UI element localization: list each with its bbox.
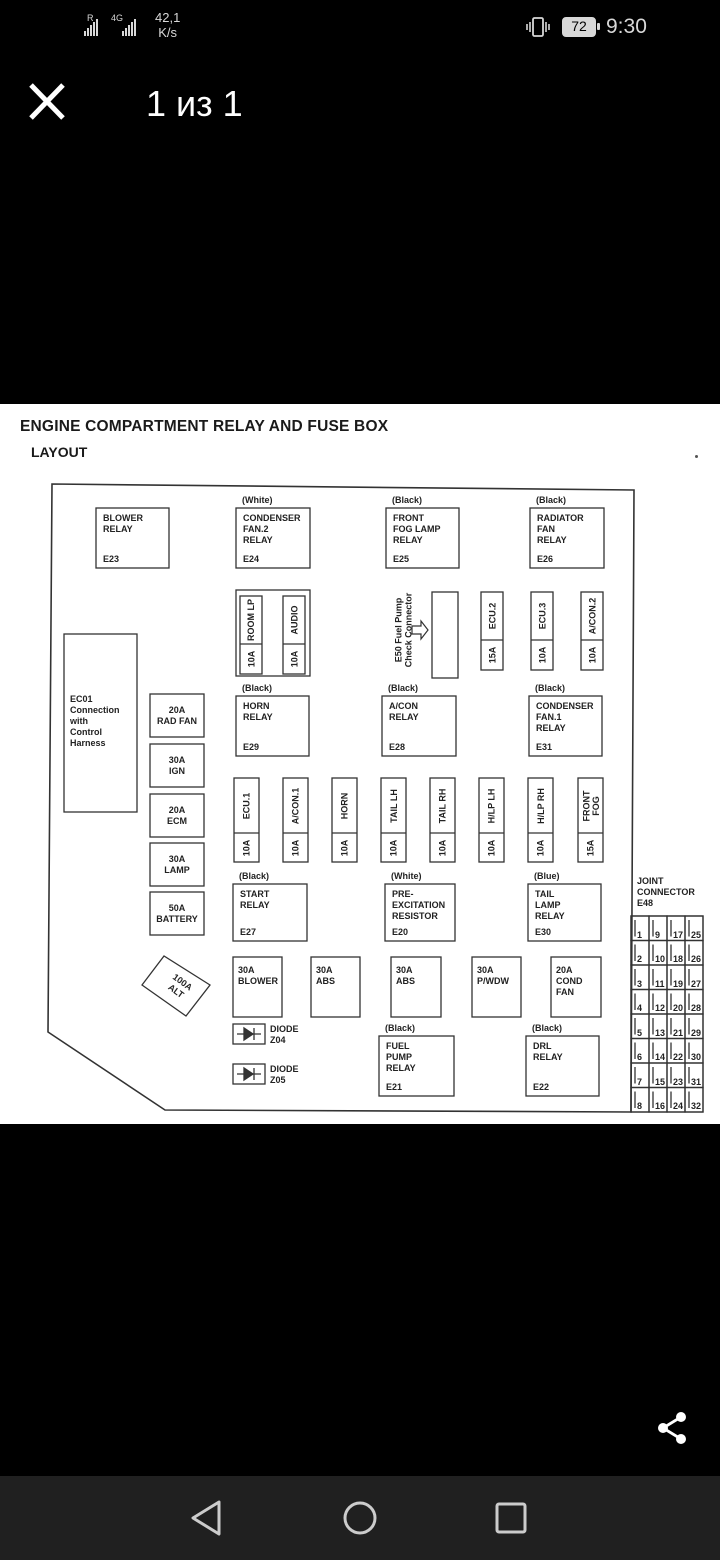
fuse-name: ROOM LP (246, 599, 256, 641)
diagram-subtitle: LAYOUT (31, 444, 88, 460)
relay-color-label: (Black) (392, 495, 423, 505)
relay-color-label: (White) (391, 871, 422, 881)
relay-code: E31 (536, 742, 553, 752)
fuse-name: HORN (339, 792, 350, 820)
fuse-name: ECU.2 (486, 602, 497, 630)
fuse-name: A/CON.2 (586, 597, 597, 635)
relay-label: BLOWER RELAY (103, 513, 143, 534)
sim1-signal-icon (84, 13, 98, 36)
back-triangle-icon[interactable] (161, 1476, 251, 1560)
fuel-pump-label: Check Connector (402, 592, 413, 668)
fuse-label: 30A ABS (396, 965, 416, 986)
share-icon[interactable] (654, 1410, 690, 1446)
fuse-label: 50A BATTERY (156, 903, 198, 924)
vibrate-icon (526, 17, 550, 37)
network-speed (155, 10, 180, 40)
joint-connector-label: JOINT CONNECTOR E48 (637, 876, 695, 908)
fuse-name: FOG (590, 796, 601, 816)
relay-code: E30 (535, 927, 552, 937)
joint-pin-number: 28 (691, 1003, 702, 1013)
arrow-icon (412, 621, 428, 639)
joint-pin-number: 17 (673, 929, 684, 940)
sim2-signal-icon (122, 16, 136, 36)
relay-code: E25 (393, 554, 410, 564)
fuse-box-diagram (0, 404, 720, 1124)
relay-color-label: (Black) (536, 495, 567, 505)
image-counter: 1 из 1 (146, 83, 243, 124)
relay-code: E28 (389, 742, 406, 752)
relay-code: E24 (243, 554, 260, 564)
joint-pin-number: 25 (691, 929, 702, 940)
relay-label: HORN RELAY (243, 701, 273, 722)
relay-color-label: (Black) (242, 683, 273, 693)
joint-pin-number: 23 (673, 1076, 684, 1087)
fuel-pump-label: E50 Fuel Pump (392, 597, 403, 663)
joint-pin-number: 16 (655, 1101, 666, 1111)
joint-pin-number: 19 (673, 978, 684, 989)
relay-code: E26 (537, 554, 554, 564)
relay-color-label: (Black) (532, 1023, 563, 1033)
relay-label: FUEL PUMP RELAY (386, 1041, 416, 1073)
relay-color-label: (Black) (385, 1023, 416, 1033)
relay-code: E21 (386, 1082, 403, 1092)
home-circle-icon[interactable] (315, 1476, 405, 1560)
fuse-name: TAIL LH (388, 789, 399, 823)
joint-pin-number: 8 (637, 1101, 643, 1111)
fuse-name: A/CON.1 (290, 787, 301, 825)
joint-pin-number: 14 (655, 1052, 666, 1062)
fuse-amp: 15A (486, 646, 497, 664)
fuel-pump-connector (432, 592, 458, 678)
joint-pin-number: 15 (655, 1076, 666, 1087)
speed-unit: K/s (158, 25, 178, 40)
fuse-name: FRONT (581, 790, 592, 822)
diode-label: DIODE Z04 (270, 1024, 299, 1045)
fuse-amp: 15A (585, 839, 596, 857)
joint-pin-number: 18 (673, 954, 684, 964)
sim1-label: R (87, 13, 94, 23)
alt-fuse-label: 100A ALT (166, 971, 195, 1001)
fuse-name: ECU.1 (241, 792, 252, 820)
relay-label: CONDENSER FAN.1 RELAY (536, 701, 594, 733)
fuse-name: AUDIO (289, 605, 299, 635)
fuse-amp: 10A (586, 646, 597, 664)
joint-pin-number: 3 (637, 978, 643, 989)
board-outline (0, 404, 720, 1124)
joint-pin-number: 12 (655, 1003, 666, 1013)
diagram-title: ENGINE COMPARTMENT RELAY AND FUSE BOX (20, 418, 389, 435)
close-icon[interactable] (22, 80, 72, 126)
fuse-label: 30A LAMP (164, 854, 190, 875)
joint-pin-number: 4 (637, 1003, 643, 1013)
fuse-amp: 10A (241, 839, 252, 857)
relay-color-label: (Blue) (534, 871, 560, 881)
battery-icon: 72 (562, 17, 596, 37)
relay-label: PRE- EXCITATION RESISTOR (392, 889, 446, 921)
relay-label: FRONT FOG LAMP RELAY (393, 513, 441, 545)
relay-color-label: (Black) (388, 683, 419, 693)
status-bar (0, 0, 720, 56)
diode-icon (244, 1028, 253, 1040)
fuse-label: 30A ABS (316, 965, 336, 986)
fuse-amp: 10A (245, 650, 256, 668)
joint-pin-number: 32 (691, 1101, 702, 1111)
fuse-label: 20A ECM (167, 805, 187, 826)
relay-color-label: (Black) (239, 871, 270, 881)
ec01-label: EC01 Connection with Control Harness (70, 694, 120, 748)
joint-pin-number: 11 (655, 978, 665, 989)
relay-label: START RELAY (240, 889, 270, 910)
joint-pin-number: 5 (637, 1027, 643, 1038)
joint-pin-number: 21 (673, 1027, 684, 1038)
diode-icon (244, 1068, 253, 1080)
fuse-amp: 10A (437, 839, 448, 857)
joint-pin-number: 1 (637, 929, 643, 940)
joint-pin-number: 29 (691, 1027, 702, 1038)
relay-code: E20 (392, 927, 409, 937)
fuse-amp: 10A (288, 650, 299, 668)
fuse-amp: 10A (536, 646, 547, 664)
navigation-bar (0, 1476, 720, 1560)
fuse-label: 30A IGN (168, 755, 186, 776)
relay-label: DRL RELAY (533, 1041, 563, 1062)
joint-pin-number: 7 (637, 1076, 643, 1087)
joint-pin-number: 9 (655, 929, 661, 940)
fuse-amp: 10A (486, 839, 497, 857)
joint-pin-number: 2 (637, 954, 643, 964)
relay-color-label: (White) (242, 495, 273, 505)
fuse-name: ECU.3 (536, 602, 547, 630)
joint-pin-number: 10 (655, 954, 666, 964)
clock: 9:30 (606, 15, 647, 38)
diode-label: DIODE Z05 (270, 1064, 299, 1085)
joint-pin-number: 6 (637, 1052, 643, 1062)
sim2-label: 4G (111, 13, 124, 23)
relay-code: E23 (103, 554, 120, 564)
fuse-label: 20A RAD FAN (157, 705, 197, 726)
relay-label: A/CON RELAY (389, 701, 419, 722)
fuse-label: 30A BLOWER (238, 965, 278, 986)
joint-pin-number: 30 (691, 1052, 702, 1062)
joint-pin-number: 27 (691, 978, 702, 989)
fuse-name: H/LP RH (535, 788, 546, 824)
recents-square-icon[interactable] (466, 1476, 556, 1560)
relay-label: CONDENSER FAN.2 RELAY (243, 513, 301, 545)
joint-pin-number: 26 (691, 954, 702, 964)
fuse-name: H/LP LH (486, 788, 497, 824)
fuse-amp: 10A (339, 839, 350, 857)
fuse-label: 20A COND FAN (556, 965, 583, 997)
fuse-amp: 10A (535, 839, 546, 857)
fuse-amp: 10A (290, 839, 301, 857)
joint-pin-number: 31 (691, 1076, 702, 1087)
relay-code: E27 (240, 927, 257, 937)
relay-color-label: (Black) (535, 683, 566, 693)
relay-code: E22 (533, 1082, 550, 1092)
joint-pin-number: 20 (673, 1003, 684, 1013)
fuse-name: TAIL RH (437, 788, 448, 824)
speed-value: 42,1 (155, 10, 181, 25)
joint-pin-number: 13 (655, 1027, 666, 1038)
fuse-amp: 10A (388, 839, 399, 857)
relay-label: RADIATOR FAN RELAY (537, 513, 584, 545)
relay-label: TAIL LAMP RELAY (535, 889, 565, 921)
relay-code: E29 (243, 742, 260, 752)
joint-pin-number: 22 (673, 1052, 684, 1062)
fuse-label: 30A P/WDW (477, 965, 509, 986)
joint-pin-number: 24 (673, 1101, 684, 1111)
